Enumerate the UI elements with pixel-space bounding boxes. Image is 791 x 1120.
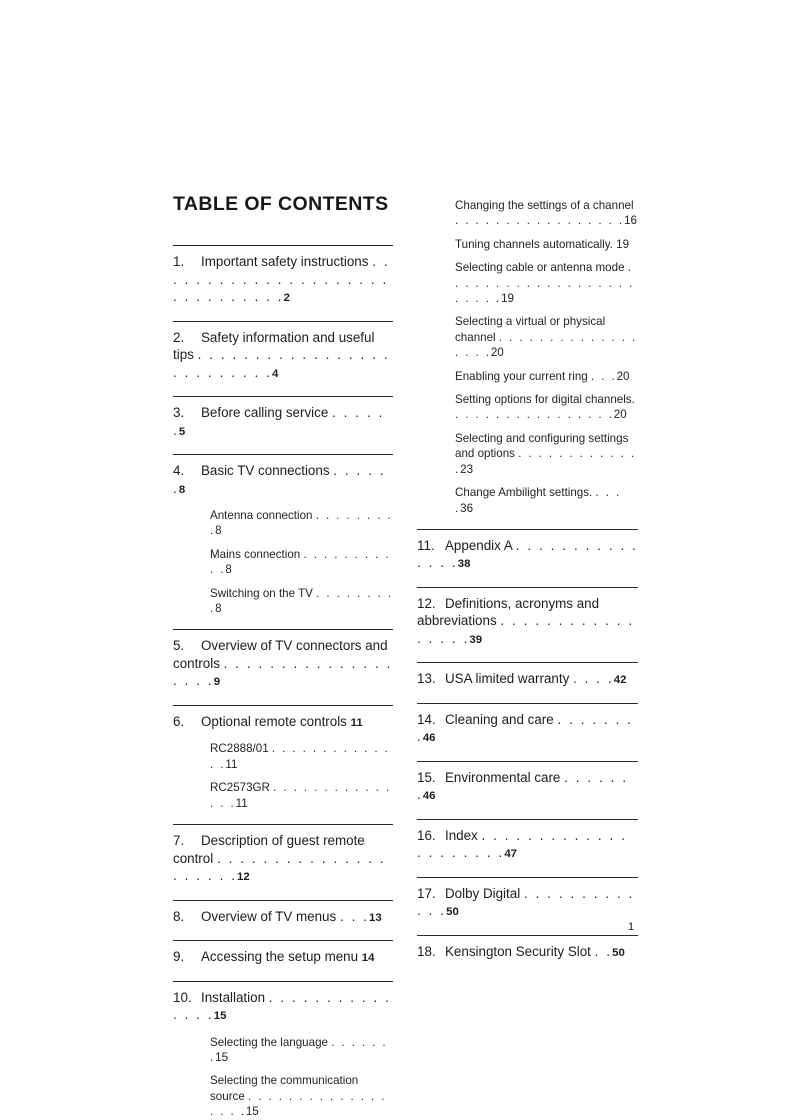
toc-chapter-label: Definitions, acronyms and abbreviations [417,595,600,629]
toc-chapter-number: 17. [417,885,436,901]
toc-page-number: 15 [213,1010,227,1023]
toc-page-number: 36 [460,501,474,515]
toc-chapter-entry[interactable] [173,832,393,887]
toc-subitem-entry[interactable] [417,260,638,306]
toc-page-number: 16 [624,214,637,228]
section-divider-rule [173,981,393,982]
toc-chapter-entry[interactable] [417,885,638,922]
toc-chapter-label: Appendix A [445,537,513,553]
toc-subitem-entry[interactable] [173,508,393,539]
toc-page-number: 19 [616,237,630,251]
toc-subitem-entry[interactable] [173,1035,393,1066]
toc-chapter-number: 4. [173,463,185,478]
toc-chapter-body [173,330,390,380]
toc-page-number: 13 [369,911,382,924]
section-divider-rule [417,877,638,878]
toc-chapter-label: Important safety instructions [201,254,369,269]
toc-dot-leader: . . . . . . . . [417,711,634,745]
toc-chapter-entry[interactable] [173,253,393,308]
toc-dot-leader: . . . . . . [173,463,386,496]
toc-dot-leader: . . . . . . . [417,769,629,803]
toc-chapter-entry[interactable] [173,908,393,928]
toc-dot-leader: . . . [591,369,617,383]
toc-chapter-number: 8. [173,908,185,924]
toc-chapter-entry[interactable] [173,989,393,1026]
toc-chapter-body [173,405,384,438]
section-divider-rule [173,321,393,322]
toc-chapter-number: 12. [417,595,436,611]
toc-subitem-entry[interactable] [417,431,638,477]
toc-page-number: 8 [178,483,186,496]
toc-chapter-label: Safety information and useful tips [173,329,375,362]
toc-dot-leader: . . . . . . . . . . . . . . . . . . [455,330,638,360]
toc-dot-leader: . . . . . . . . . . . . . . . . . . . . . [173,850,386,884]
page-title: TABLE OF CONTENTS [173,193,389,215]
toc-subitem-entry[interactable] [417,392,638,423]
section-divider-rule [173,824,393,825]
toc-dot-leader: . . . . . . . . . [210,509,393,538]
toc-chapter-entry[interactable] [173,329,393,384]
toc-dot-leader: . . . . . . . . . . . . . [455,447,636,476]
toc-dot-leader: . . . . . . . . . . . . . . . [173,989,391,1023]
toc-chapter-label: Basic TV connections [201,463,330,478]
toc-dot-leader: . . . . . . . . . . . . . . . [417,537,638,571]
toc-page-number: 50 [612,946,625,959]
section-divider-rule [417,662,638,663]
section-divider-rule [417,819,638,820]
toc-chapter-body [173,833,386,883]
toc-subitem-label: Mains connection [210,547,301,561]
section-divider-rule [417,761,638,762]
toc-subitem-label: Selecting a virtual or physical channel [455,315,606,344]
toc-dot-leader: . . . . . . [173,405,385,438]
toc-chapter-label: Installation [201,989,266,1005]
toc-chapter-number: 15. [417,769,436,785]
toc-page-number: 8 [215,524,222,538]
section-divider-rule [417,703,638,704]
toc-dot-leader: . . . . . . . . . . . . . . . . . [455,214,624,228]
toc-chapter-label: Description of guest remote control [173,833,365,866]
toc-subitem-entry[interactable] [417,314,638,360]
toc-chapter-entry[interactable] [173,462,393,499]
section-divider-rule [173,705,393,706]
toc-subitem-label: Changing the settings of a channel [455,199,634,212]
toc-chapter-entry[interactable] [417,711,638,748]
toc-chapter-label: Environmental care [445,769,561,785]
toc-page-number: 19 [501,292,514,306]
toc-chapter-label: Dolby Digital [445,885,521,901]
toc-page-number: 50 [446,906,459,919]
toc-chapter-number: 16. [417,827,436,843]
toc-chapter-label: Kensington Security Slot [445,943,591,959]
toc-subitem-label: Selecting the language [210,1035,328,1049]
toc-dot-leader: . . . . . . . [210,1035,388,1064]
toc-chapter-body [173,638,392,688]
toc-chapter-entry[interactable] [173,713,393,733]
toc-chapter-entry[interactable] [173,404,393,441]
toc-subitem-entry[interactable] [173,547,393,578]
toc-chapter-body [445,671,626,686]
toc-page-number: 39 [469,633,483,646]
toc-chapter-label: Overview of TV menus [201,908,337,924]
toc-dot-leader: . . . . . . . . . . . [210,547,391,577]
toc-page-number: 5 [178,425,186,438]
toc-page-number: 46 [422,732,436,745]
toc-subitem-entry[interactable] [417,485,638,516]
toc-dot-leader: . . . . [455,486,622,515]
toc-chapter-number: 2. [173,329,185,345]
toc-subitem-label: Selecting the communication source [210,1074,359,1103]
toc-subitem-entry[interactable] [417,237,638,252]
toc-subitem-entry[interactable] [173,780,393,811]
page-number: 1 [628,921,635,933]
section-divider-rule [417,935,638,936]
toc-page-number: 2 [283,292,290,304]
toc-dot-leader: . . [594,943,613,959]
toc-page-number: 11 [235,796,248,810]
toc-subitem-label: Enabling your current ring [455,369,588,383]
toc-chapter-entry[interactable] [417,670,638,690]
toc-chapter-label: Optional remote controls [201,713,347,729]
toc-chapter-number: 6. [173,713,185,729]
toc-page-number: 15 [215,1050,229,1064]
toc-chapter-body [445,944,625,959]
toc-chapter-body [173,254,390,304]
toc-chapter-body [417,828,627,861]
toc-page-number: 23 [460,462,474,476]
toc-chapter-body [173,463,386,496]
toc-chapter-body [201,949,374,964]
toc-dot-leader: . . . . . . . . . . . . . . [210,742,390,771]
toc-chapter-body [417,596,634,646]
toc-chapter-number: 9. [173,949,185,965]
toc-chapter-number: 11. [417,537,435,553]
toc-dot-leader: . . . . . . . . . . . . . [417,885,635,919]
toc-chapter-body [417,538,638,571]
section-divider-rule [417,587,638,588]
toc-chapter-number: 7. [173,833,185,849]
toc-chapter-number: 5. [173,638,185,654]
toc-chapter-label: Accessing the setup menu [201,949,359,965]
toc-dot-leader: . . . . . . . . . . . . . . . . . [417,613,635,646]
toc-page-number: 8 [225,563,232,577]
toc-chapter-label: Cleaning and care [445,711,554,727]
toc-dot-leader: . . . . . . . . . . . . . . . . . . . . . . . . [455,261,635,306]
toc-chapter-entry[interactable] [417,537,638,574]
toc-chapter-body [417,712,633,745]
toc-page-number: 15 [245,1105,259,1119]
toc-subitem-label: Change Ambilight settings. [455,486,593,500]
section-divider-rule [173,454,393,455]
toc-chapter-body [201,909,382,924]
toc-chapter-body [417,886,635,919]
toc-dot-leader: . . . . . . . . . . . . . . . [210,781,391,810]
toc-page-number: 42 [613,674,627,687]
toc-subitem-label: Antenna connection [210,509,313,522]
toc-chapter-body [417,770,628,803]
toc-chapter-entry[interactable] [417,769,638,806]
toc-chapter-label: Overview of TV connectors and controls [173,638,388,671]
toc-dot-leader: . . . . [573,671,614,687]
toc-page-number: 47 [504,848,517,861]
toc-chapter-number: 1. [173,254,185,269]
section-divider-rule [173,900,393,901]
toc-page-number: 9 [213,676,221,689]
toc-chapter-body [201,714,363,729]
toc-subitem-entry[interactable] [173,586,393,617]
toc-page-number: 4 [271,367,279,380]
toc-dot-leader: . . . . . . . . . . . . . . . . . . . . . . . . . . . . . . . [173,254,390,304]
toc-page-number: 11 [350,716,363,729]
toc-subitem-label: Switching on the TV [210,586,313,600]
toc-page-number: 46 [422,790,436,803]
toc-subitem-label: Setting options for digital channels. [455,393,635,407]
toc-subitem-entry[interactable] [417,369,638,384]
toc-chapter-label: USA limited warranty [445,671,570,687]
toc-page-number: 20 [616,369,630,383]
toc-chapter-label: Index [445,827,478,843]
toc-chapter-entry[interactable] [173,637,393,692]
toc-subitem-label: Selecting cable or antenna mode [455,261,625,275]
toc-dot-leader: . . . . . . . . . . . . . . . . . . . . . [417,827,628,861]
toc-subitem-entry[interactable] [417,198,638,229]
toc-chapter-number: 13. [417,671,436,687]
toc-page-number: 12 [237,871,250,884]
toc-page-number: 14 [361,952,375,965]
toc-chapter-number: 3. [173,405,185,420]
toc-subitem-entry[interactable] [173,1073,393,1119]
toc-chapter-entry[interactable] [173,948,393,968]
toc-dot-leader: . . . . . . . . . . . . . . . . . . . [173,655,393,689]
toc-chapter-entry[interactable] [417,595,638,650]
toc-dot-leader: . . . . . . . . . [210,586,393,616]
toc-page-number: 20 [613,408,627,422]
toc-chapter-number: 10. [173,989,192,1005]
toc-dot-leader: . . . . . . . . . . . . . . . . . . . . . . . . . . [173,347,390,380]
toc-chapter-entry[interactable] [417,943,638,963]
toc-subitem-label: RC2573GR [210,781,270,795]
section-divider-rule [173,396,393,397]
toc-chapter-body [173,990,391,1023]
toc-subitem-label: Tuning channels automatically. [455,237,613,251]
toc-dot-leader: . . . . . . . . . . . . . . . . [455,408,614,422]
toc-page-number: 8 [215,602,222,616]
toc-chapter-number: 14. [417,711,436,727]
toc-subitem-entry[interactable] [173,741,393,772]
toc-column-left [173,190,393,1120]
toc-subitem-label: Selecting and configuring settings and options [455,431,629,461]
section-divider-rule [173,629,393,630]
toc-dot-leader: . . . [339,908,370,924]
toc-page-number: 11 [225,757,238,771]
section-divider-rule [173,940,393,941]
section-divider-rule [173,245,393,246]
section-divider-rule [417,529,638,530]
toc-subitem-label: RC2888/01 [210,742,269,756]
toc-chapter-entry[interactable] [417,827,638,864]
toc-chapter-number: 18. [417,943,436,959]
toc-column-right [417,190,638,971]
toc-page-number: 38 [457,558,471,571]
toc-dot-leader: . . . . . . . . . . . . . . . . . . [210,1089,387,1119]
toc-chapter-label: Before calling service [201,405,329,420]
toc-page-number: 20 [490,346,504,360]
